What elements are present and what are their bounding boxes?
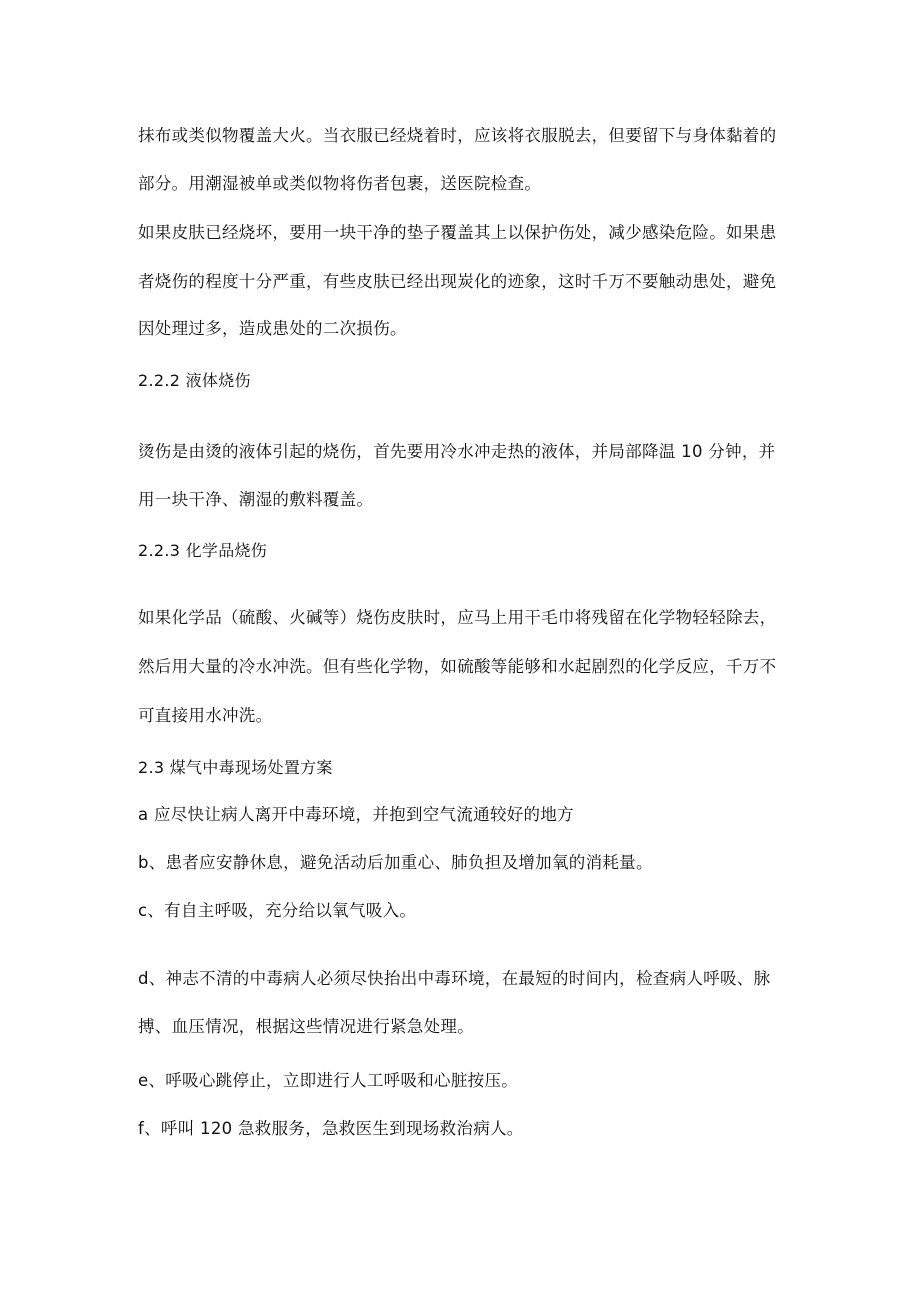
- list-item-d-continued: 搏、血压情况，根据这些情况进行紧急处理。: [138, 1017, 474, 1036]
- paragraph-line: 因处理过多，造成患处的二次损伤。: [138, 319, 407, 338]
- list-item-f: f、呼叫 120 急救服务，急救医生到现场救治病人。: [138, 1119, 524, 1138]
- section-heading-2-3: 2.3 煤气中毒现场处置方案: [138, 758, 333, 777]
- paragraph-line: 如果皮肤已经烧坏，要用一块干净的垫子覆盖其上以保护伤处，减少感染危险。如果患: [138, 223, 777, 242]
- list-item-b: b、患者应安静休息，避免活动后加重心、肺负担及增加氧的消耗量。: [138, 853, 653, 872]
- paragraph-line: 部分。用潮湿被单或类似物将伤者包裹，送医院检查。: [138, 174, 542, 193]
- paragraph-line: 烫伤是由烫的液体引起的烧伤，首先要用冷水冲走热的液体，并局部降温 10 分钟，并: [138, 442, 776, 461]
- paragraph-line: 抹布或类似物覆盖大火。当衣服已经烧着时，应该将衣服脱去，但要留下与身体黏着的: [138, 126, 777, 145]
- paragraph-line: 可直接用水冲洗。: [138, 706, 273, 725]
- paragraph-line: 者烧伤的程度十分严重，有些皮肤已经出现炭化的迹象，这时千万不要触动患处，避免: [138, 272, 777, 291]
- section-heading-2-2-2: 2.2.2 液体烧伤: [138, 371, 251, 390]
- list-item-d: d、神志不清的中毒病人必须尽快抬出中毒环境，在最短的时间内，检查病人呼吸、脉: [138, 969, 771, 988]
- list-item-c: c、有自主呼吸，充分给以氧气吸入。: [138, 901, 417, 920]
- paragraph-line: 然后用大量的冷水冲洗。但有些化学物，如硫酸等能够和水起剧烈的化学反应，千万不: [138, 657, 777, 676]
- list-item-e: e、呼吸心跳停止，立即进行人工呼吸和心脏按压。: [138, 1071, 519, 1090]
- paragraph-line: 如果化学品（硫酸、火碱等）烧伤皮肤时，应马上用干毛巾将残留在化学物轻轻除去，: [138, 608, 777, 627]
- paragraph-line: 用一块干净、潮湿的敷料覆盖。: [138, 490, 374, 509]
- section-heading-2-2-3: 2.2.3 化学品烧伤: [138, 541, 268, 560]
- list-item-a: a 应尽快让病人离开中毒环境，并抱到空气流通较好的地方: [138, 805, 574, 824]
